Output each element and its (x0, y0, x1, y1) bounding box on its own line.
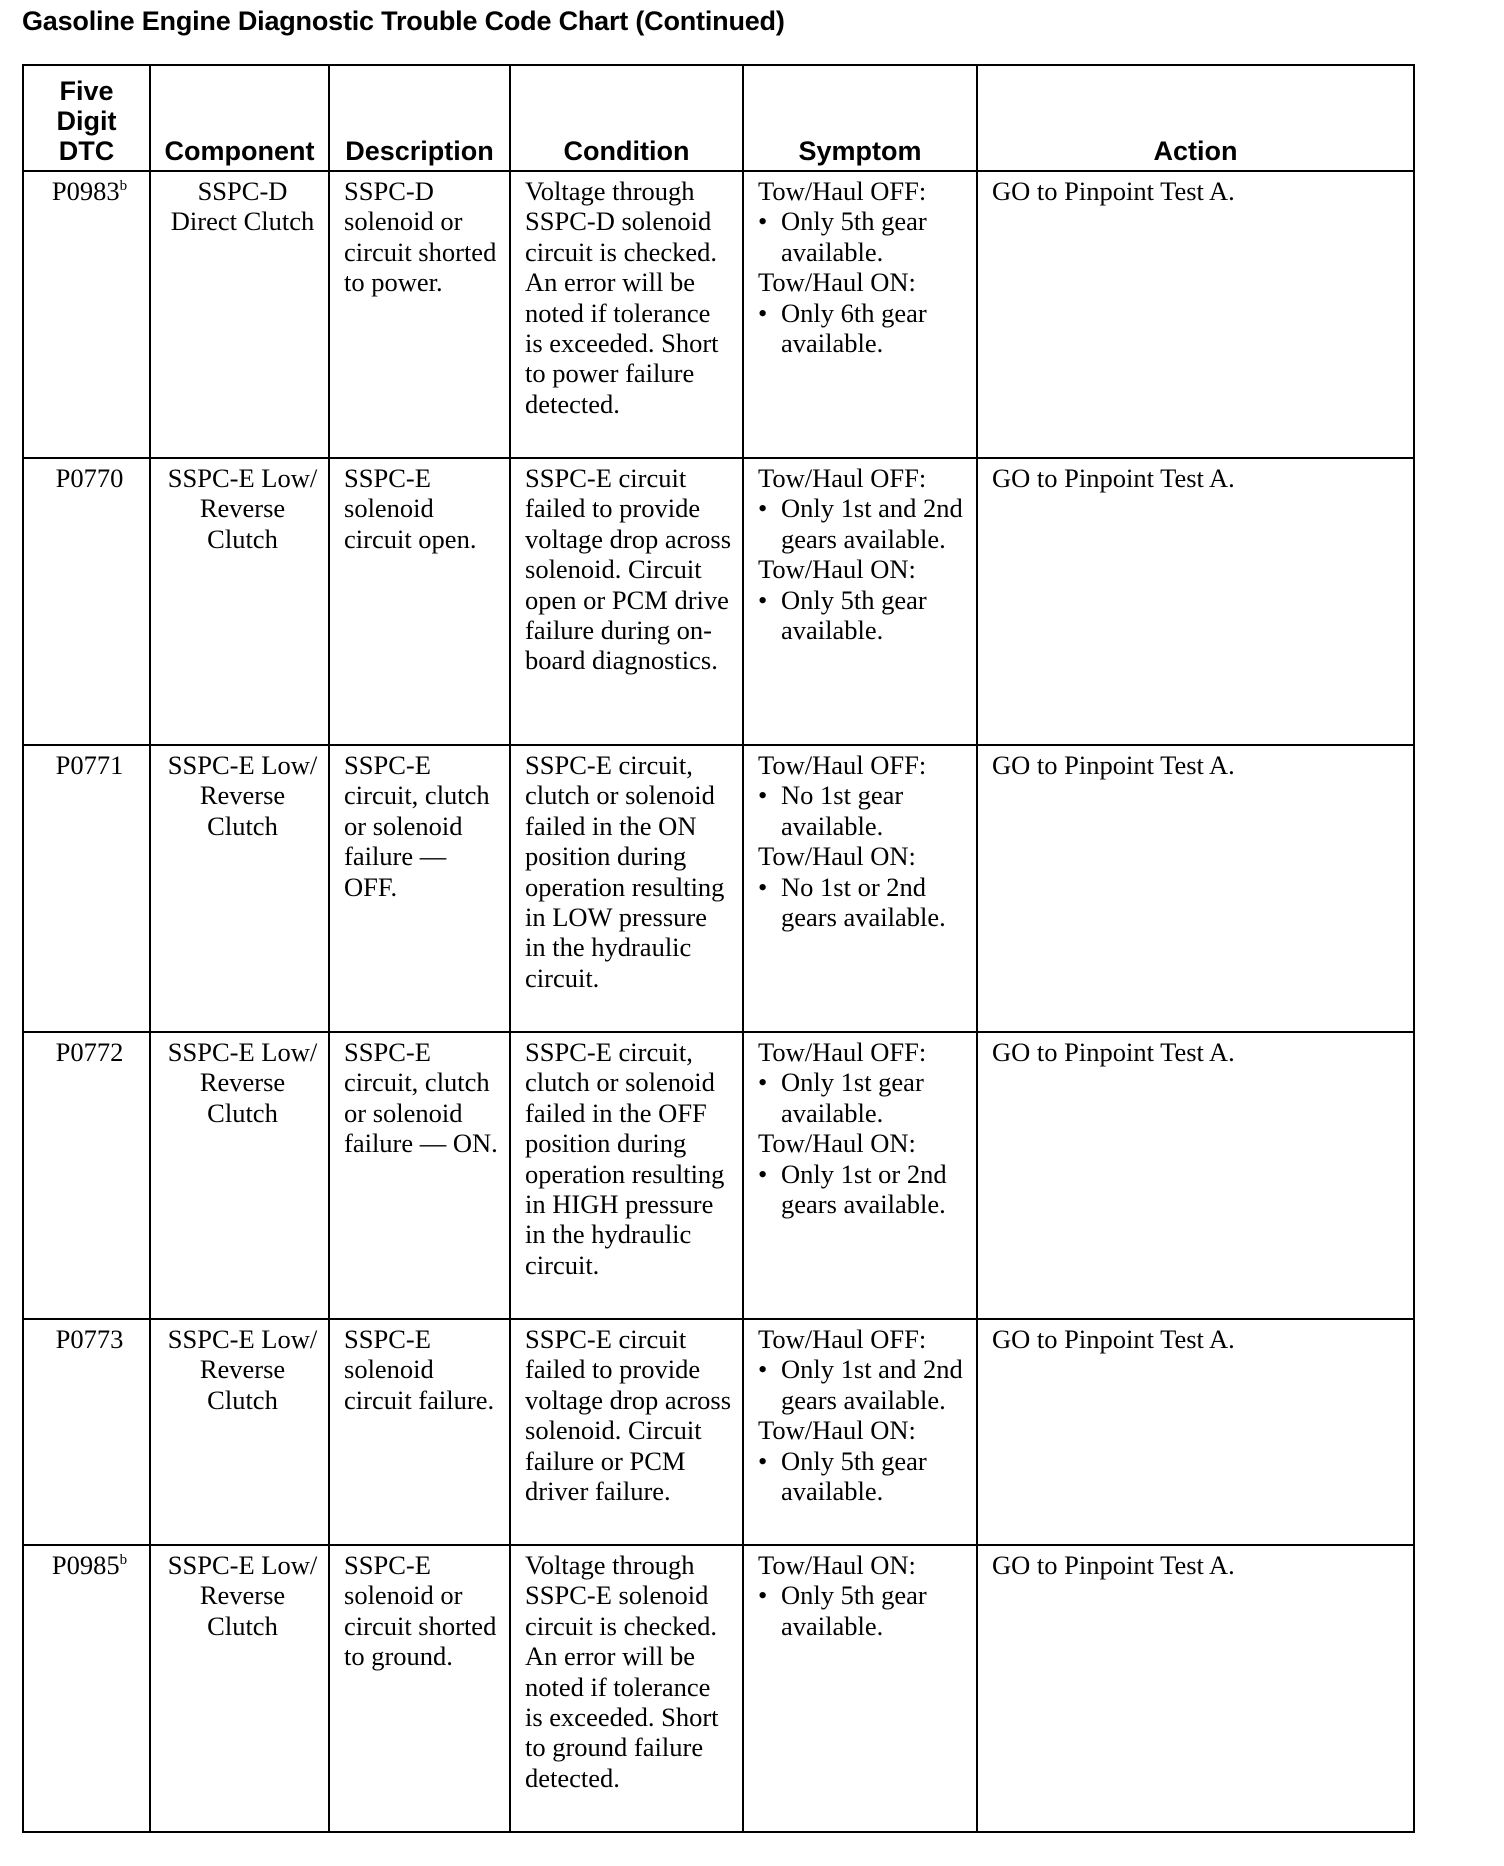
symptom-cell (743, 171, 977, 458)
symptom-on-label: Tow/Haul ON: (758, 841, 916, 872)
column-header-component: Component (150, 65, 329, 171)
symptom-cell (743, 458, 977, 745)
dtc-code: P0771 (55, 750, 124, 780)
description-cell: SSPC-D solenoid or circuit shorted to power. (329, 171, 510, 458)
component-cell: SSPC-E Low/ Reverse Clutch (150, 1032, 329, 1319)
condition-cell: SSPC-E circuit, clutch or solenoid failed in the OFF position during operation resulting in HIGH pressure in the hydraulic circuit. (510, 1032, 743, 1319)
action-cell: GO to Pinpoint Test A. (977, 171, 1414, 458)
symptom-cell (743, 745, 977, 1032)
component-cell: SSPC-E Low/ Reverse Clutch (150, 1545, 329, 1832)
condition-cell: Voltage through SSPC-E solenoid circuit is checked. An error will be noted if tolerance is exceeded. Short to ground failure detected. (510, 1545, 743, 1832)
dtc-code: P0773 (55, 1324, 124, 1354)
symptom-on-label: Tow/Haul ON: (758, 554, 916, 585)
description-cell: SSPC-E solenoid circuit open. (329, 458, 510, 745)
dtc-footnote: b (119, 178, 128, 195)
table-row (23, 1545, 1414, 1832)
symptom-on-item: • Only 5th gear available. (758, 1580, 968, 1641)
symptom-on-item: • No 1st or 2nd gears available. (758, 872, 968, 933)
symptom-on-label: Tow/Haul ON: (758, 1415, 916, 1446)
page-title: Gasoline Engine Diagnostic Trouble Code Chart (Continued) (22, 6, 785, 36)
dtc-code: P0772 (55, 1037, 124, 1067)
table-row (23, 458, 1414, 745)
condition-cell: SSPC-E circuit failed to provide voltage drop across solenoid. Circuit open or PCM drive failure during on-board diagnostics. (510, 458, 743, 745)
action-cell: GO to Pinpoint Test A. (977, 745, 1414, 1032)
table-row (23, 171, 1414, 458)
symptom-off-item: • Only 1st and 2nd gears available. (758, 493, 968, 554)
dtc-cell (23, 458, 150, 745)
symptom-on-label: Tow/Haul ON: (758, 1550, 916, 1580)
action-cell: GO to Pinpoint Test A. (977, 458, 1414, 745)
dtc-cell (23, 1545, 150, 1832)
symptom-cell (743, 1032, 977, 1319)
table-row (23, 1319, 1414, 1545)
column-header-symptom: Symptom (743, 65, 977, 171)
dtc-cell (23, 745, 150, 1032)
symptom-off-label: Tow/Haul OFF: (758, 463, 927, 493)
symptom-on-item: • Only 1st or 2nd gears available. (758, 1159, 968, 1220)
description-cell: SSPC-E circuit, clutch or solenoid failure — ON. (329, 1032, 510, 1319)
symptom-on-item: • Only 5th gear available. (758, 585, 968, 646)
column-header-action: Action (977, 65, 1414, 171)
symptom-off-item: • No 1st gear available. (758, 780, 968, 841)
column-header-condition: Condition (510, 65, 743, 171)
dtc-footnote: b (119, 1552, 128, 1569)
symptom-on-item: • Only 6th gear available. (758, 298, 968, 359)
description-cell: SSPC-E circuit, clutch or solenoid failure — OFF. (329, 745, 510, 1032)
symptom-off-item: • Only 1st gear available. (758, 1067, 968, 1128)
symptom-on-label: Tow/Haul ON: (758, 1128, 916, 1159)
dtc-code: P0770 (55, 463, 124, 493)
dtc-chart-table (22, 64, 1415, 1833)
symptom-cell (743, 1545, 977, 1832)
symptom-on-item: • Only 5th gear available. (758, 1446, 968, 1507)
dtc-cell (23, 171, 150, 458)
component-cell: SSPC-E Low/ Reverse Clutch (150, 1319, 329, 1545)
condition-cell: Voltage through SSPC-D solenoid circuit is checked. An error will be noted if tolerance is exceeded. Short to power failure detected. (510, 171, 743, 458)
condition-cell: SSPC-E circuit failed to provide voltage drop across solenoid. Circuit failure or PCM driver failure. (510, 1319, 743, 1545)
symptom-off-item: • Only 5th gear available. (758, 206, 968, 267)
symptom-cell (743, 1319, 977, 1545)
action-cell: GO to Pinpoint Test A. (977, 1545, 1414, 1832)
component-cell: SSPC-E Low/ Reverse Clutch (150, 458, 329, 745)
dtc-cell (23, 1319, 150, 1545)
dtc-code: P0983 (51, 176, 120, 206)
table-row (23, 745, 1414, 1032)
table-header-row (23, 65, 1414, 171)
description-cell: SSPC-E solenoid circuit failure. (329, 1319, 510, 1545)
symptom-off-item: • Only 1st and 2nd gears available. (758, 1354, 968, 1415)
dtc-code: P0985 (51, 1550, 120, 1580)
symptom-off-label: Tow/Haul OFF: (758, 176, 927, 206)
dtc-cell (23, 1032, 150, 1319)
component-cell: SSPC-D Direct Clutch (150, 171, 329, 458)
symptom-on-label: Tow/Haul ON: (758, 267, 916, 298)
symptom-off-label: Tow/Haul OFF: (758, 1037, 927, 1067)
symptom-off-label: Tow/Haul OFF: (758, 750, 927, 780)
condition-cell: SSPC-E circuit, clutch or solenoid failed in the ON position during operation resulting in LOW pressure in the hydraulic circuit. (510, 745, 743, 1032)
description-cell: SSPC-E solenoid or circuit shorted to ground. (329, 1545, 510, 1832)
component-cell: SSPC-E Low/ Reverse Clutch (150, 745, 329, 1032)
column-header-description: Description (329, 65, 510, 171)
table-row (23, 1032, 1414, 1319)
action-cell: GO to Pinpoint Test A. (977, 1032, 1414, 1319)
symptom-off-label: Tow/Haul OFF: (758, 1324, 927, 1354)
column-header-dtc: Five Digit DTC (23, 65, 150, 171)
action-cell: GO to Pinpoint Test A. (977, 1319, 1414, 1545)
